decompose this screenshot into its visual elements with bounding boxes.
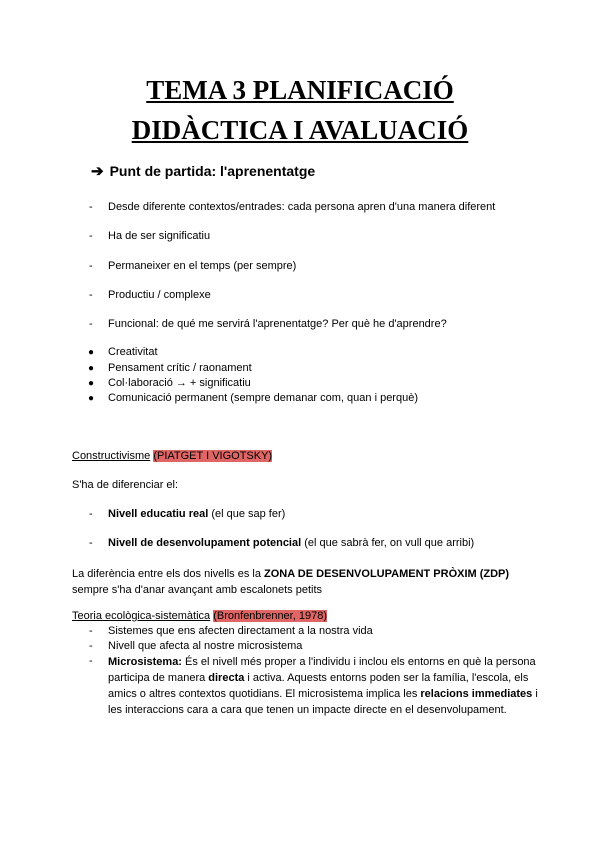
zdp-note: sempre s'ha d'anar avançant amb escalonets petits [72, 584, 323, 596]
dash-item: Desde diferente contextos/entrades: cada persona apren d'una manera diferent [108, 201, 496, 213]
microsistema-text: És el nivell més proper a l'individu i inclou els entorns en què la persona participa de manera [108, 656, 536, 684]
dash-item: Ha de ser significatiu [108, 230, 211, 242]
teoria-authors-highlight: (Bronfenbrenner, 1978) [213, 610, 327, 622]
bullet-item: Col·laboració → + significatiu [108, 377, 251, 389]
constructivisme-authors-highlight: (PIATGET I VIGOTSKY) [153, 450, 273, 462]
dash-item: Funcional: de qué me servirá l'aprenentatge? Per què he d'aprendre? [108, 318, 447, 330]
microsistema-emphasis: directa [208, 672, 245, 684]
level-potential-desc: (el que sabrà fer, on vull que arribi) [301, 537, 475, 549]
bullet-item: Pensament crític / raonament [108, 362, 252, 374]
zdp-paragraph [72, 566, 542, 598]
teoria-heading [72, 610, 327, 624]
dash-marker: - [89, 289, 93, 301]
bullet-icon: ● [88, 347, 95, 358]
microsistema-emphasis: relacions immediates [420, 688, 533, 700]
microsistema-text: i les interaccions cara a cara que tenen un impacte directe en el desenvolupament. [108, 688, 538, 716]
zdp-term: ZONA DE DESENVOLUPAMENT PRÒXIM (ZDP) [264, 568, 510, 580]
section-heading-text: Punt de partida: l'aprenentatge [109, 163, 316, 179]
constructivisme-label: Constructivisme [72, 450, 151, 462]
microsistema-label: Microsistema: [108, 656, 182, 668]
dash-marker: - [89, 508, 93, 520]
dash-marker: - [89, 655, 93, 667]
level-real-label: Nivell educatiu real [108, 508, 209, 520]
dash-marker: - [89, 625, 93, 637]
bullet-icon: ● [88, 393, 95, 404]
level-potential-label: Nivell de desenvolupament potencial [108, 537, 302, 549]
arrow-right-icon: ➔ [91, 163, 104, 180]
dash-marker: - [89, 537, 93, 549]
level-real [108, 508, 285, 520]
dash-marker: - [89, 230, 93, 242]
dash-item: Permaneixer en el temps (per sempre) [108, 260, 297, 272]
microsistema-paragraph [108, 654, 538, 718]
level-real-desc: (el que sap fer) [208, 508, 286, 520]
dash-marker: - [89, 201, 93, 213]
teoria-item: Sistemes que ens afecten directament a la nostra vida [108, 625, 373, 637]
teoria-label: Teoria ecològica-sistemàtica [72, 610, 211, 622]
teoria-item: Nivell que afecta al nostre microsistema [108, 640, 303, 652]
zdp-intro: La diferència entre els dos nivells es la [72, 568, 264, 580]
dash-marker: - [89, 318, 93, 330]
microsistema-text: i activa. Aquests entorns poden ser la família, l'escola, els amics o altres contextos quotidians. El microsistema implica les [108, 672, 529, 700]
bullet-icon: ● [88, 378, 95, 389]
bullet-icon: ● [88, 363, 95, 374]
dash-marker: - [89, 260, 93, 272]
constructivisme-intro: S'ha de diferenciar el: [72, 479, 179, 491]
dash-marker: - [89, 640, 93, 652]
constructivisme-heading [72, 450, 272, 464]
dash-item: Productiu / complexe [108, 289, 211, 301]
bullet-item: Comunicació permanent (sempre demanar com, quan i perquè) [108, 392, 418, 404]
section-heading [91, 162, 315, 180]
bullet-item: Creativitat [108, 346, 158, 358]
document-title-line-2: DIDÀCTICA I AVALUACIÓ [131, 115, 469, 145]
document-title-line-1: TEMA 3 PLANIFICACIÓ [146, 75, 454, 105]
level-potential [108, 537, 474, 549]
